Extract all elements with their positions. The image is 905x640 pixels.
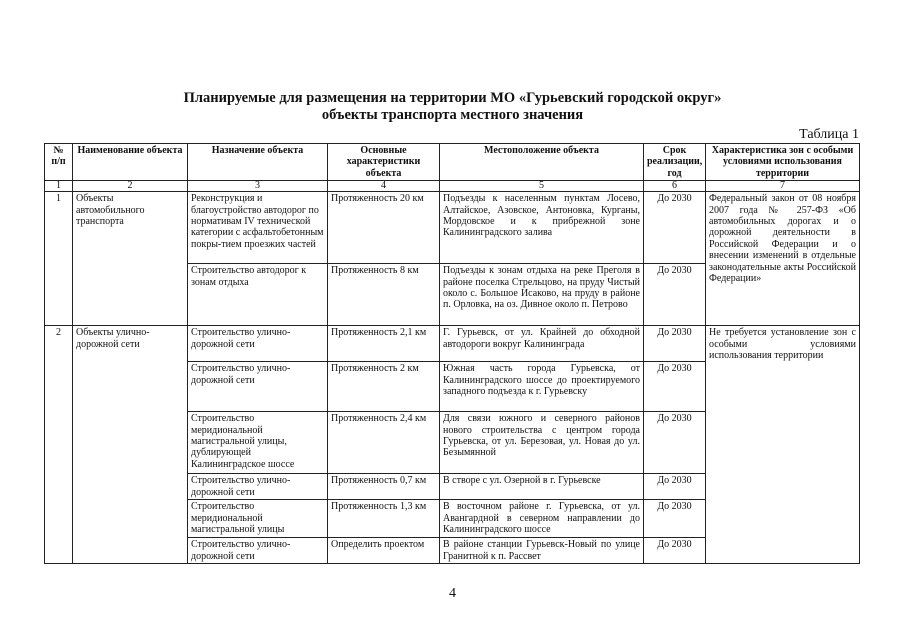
object-location: Г. Гурьевск, от ул. Крайней до обходной автодороги вокруг Калининграда: [440, 326, 644, 362]
column-number: 3: [188, 181, 328, 192]
object-zones: Не требуется установление зон с особыми условиями использования территории: [706, 326, 860, 564]
column-number: 4: [328, 181, 440, 192]
column-number: 1: [45, 181, 73, 192]
header-row: [45, 144, 860, 181]
row-number: 1: [45, 192, 73, 326]
object-term: До 2030: [644, 264, 706, 326]
column-number: 7: [706, 181, 860, 192]
page-number: 4: [449, 586, 456, 601]
header-name: Наименование объекта: [73, 144, 188, 181]
object-specs: Протяженность 0,7 км: [328, 474, 440, 500]
object-specs: Протяженность 20 км: [328, 192, 440, 264]
object-purpose: Строительство улично-дорожной сети: [188, 362, 328, 412]
object-purpose: Строительство меридиональной магистральной улицы: [188, 500, 328, 538]
column-number: 2: [73, 181, 188, 192]
header-zones: Характеристика зон с особыми условиями использования территории: [706, 144, 860, 181]
transport-objects-table: [44, 143, 860, 564]
row-number: 2: [45, 326, 73, 564]
object-term: До 2030: [644, 500, 706, 538]
object-name: Объекты автомобильного транспорта: [73, 192, 188, 326]
title-line-1: Планируемые для размещения на территории МО «Гурьевский городской округ»: [183, 90, 722, 106]
header-specs: Основные характеристики объекта: [328, 144, 440, 181]
object-purpose: Строительство автодорог к зонам отдыха: [188, 264, 328, 326]
object-term: До 2030: [644, 192, 706, 264]
object-location: Подъезды к зонам отдыха на реке Преголя в районе поселка Стрельцово, на пруду Чистый около с. Большое Исаково, на пруду в районе п. Орловка, на оз. Дивное около п. Петрово: [440, 264, 644, 326]
table-label: Таблица 1: [799, 127, 859, 142]
object-location: В районе станции Гурьевск-Новый по улице Гранитной к п. Рассвет: [440, 538, 644, 564]
object-term: До 2030: [644, 412, 706, 474]
object-specs: Протяженность 2,4 км: [328, 412, 440, 474]
object-purpose: Строительство меридиональной магистральной улицы, дублирующей Калининградское шоссе: [188, 412, 328, 474]
object-name: Объекты улично-дорожной сети: [73, 326, 188, 564]
object-purpose: Строительство улично-дорожной сети: [188, 474, 328, 500]
object-specs: Протяженность 1,3 км: [328, 500, 440, 538]
object-location: В восточном районе г. Гурьевска, от ул. Авангардной в северном направлении до Калининградского шоссе: [440, 500, 644, 538]
header-location: Местоположение объекта: [440, 144, 644, 181]
object-zones: Федеральный закон от 08 ноября 2007 года № 257-ФЗ «Об автомобильных дорогах и о дорожной деятельности в Российской Федерации и о внесении изменений в отдельные законодательные акты Российской Федерации»: [706, 192, 860, 326]
table-row: [45, 192, 860, 264]
object-specs: Протяженность 2 км: [328, 362, 440, 412]
object-location: Подъезды к населенным пунктам Лосево, Алтайское, Азовское, Антоновка, Курганы, Мордовское и к прибрежной зоне Калининградского залива: [440, 192, 644, 264]
object-purpose: Реконструкция и благоустройство автодорог по нормативам IV технической категории с асфальтобетонным покры-тием проезжих частей: [188, 192, 328, 264]
document-title: [0, 90, 905, 124]
table-row: [45, 326, 860, 362]
object-term: До 2030: [644, 474, 706, 500]
object-term: До 2030: [644, 538, 706, 564]
object-specs: Протяженность 8 км: [328, 264, 440, 326]
column-number: 6: [644, 181, 706, 192]
object-purpose: Строительство улично-дорожной сети: [188, 538, 328, 564]
object-specs: Определить проектом: [328, 538, 440, 564]
column-number-row: [45, 181, 860, 192]
header-num: № п/п: [45, 144, 73, 181]
object-location: В створе с ул. Озерной в г. Гурьевске: [440, 474, 644, 500]
object-location: Для связи южного и северного районов нового строительства с центром города Гурьевска, от ул. Березовая, ул. Новая до ул. Безымянной: [440, 412, 644, 474]
header-term: Срок реализации, год: [644, 144, 706, 181]
object-term: До 2030: [644, 362, 706, 412]
object-location: Южная часть города Гурьевска, от Калининградского шоссе до проектируемого западного подъезда к г. Гурьевску: [440, 362, 644, 412]
title-line-2: объекты транспорта местного значения: [321, 107, 584, 123]
object-purpose: Строительство улично-дорожной сети: [188, 326, 328, 362]
column-number: 5: [440, 181, 644, 192]
header-purpose: Назначение объекта: [188, 144, 328, 181]
object-specs: Протяженность 2,1 км: [328, 326, 440, 362]
object-term: До 2030: [644, 326, 706, 362]
